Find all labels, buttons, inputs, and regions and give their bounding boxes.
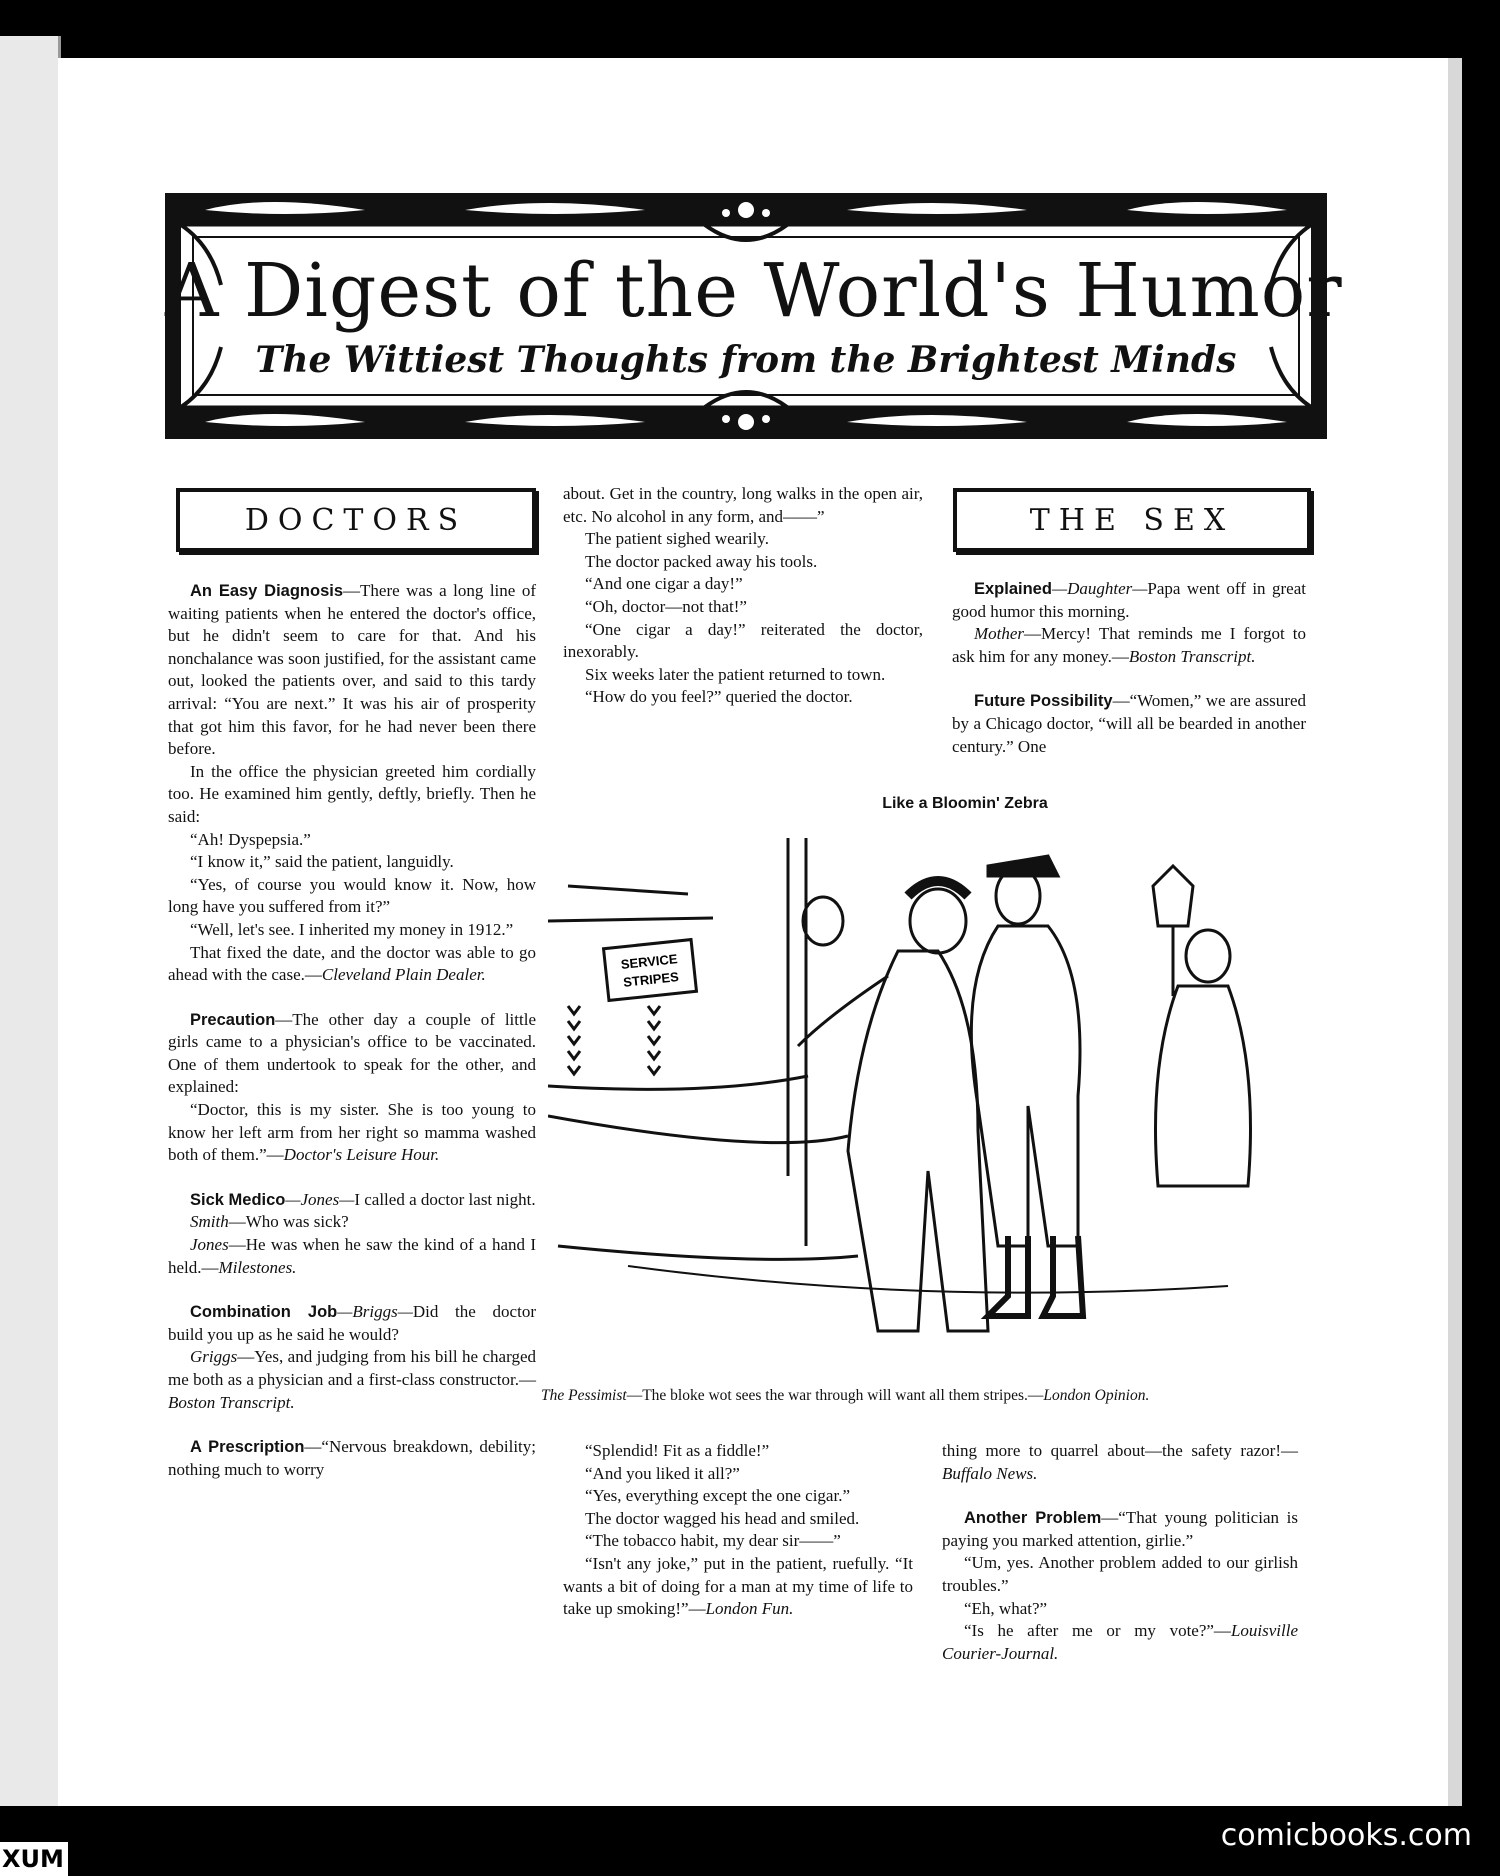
body-text: —Yes, and judging from his bill he charged me both as a physician and a first-class constructor.— — [168, 1347, 536, 1389]
body-text: —He was when he saw the kind of a hand I held.— — [168, 1235, 536, 1277]
body-text — [168, 1234, 536, 1279]
heading-another-problem: Another Problem — [964, 1509, 1102, 1528]
body-text: “Isn't any joke,” put in the patient, ruefully. “It wants a bit of doing for a man at my time of life to take up smoking!”— — [563, 1553, 913, 1619]
body-text: —“That young politician is paying you marked attention, girlie.” — [942, 1508, 1298, 1550]
cartoon-illustration — [548, 826, 1290, 1386]
banner-subtitle: The Wittiest Thoughts from the Brightest Minds — [255, 339, 1237, 381]
sex-column-bottom — [942, 1440, 1298, 1665]
body-text — [942, 1620, 1298, 1665]
body-text: “The tobacco habit, my dear sir——” — [585, 1531, 841, 1551]
article-explained — [952, 578, 1306, 623]
source-credit: Doctor's Leisure Hour. — [283, 1145, 440, 1165]
left-page-edge — [0, 36, 61, 1806]
speaker: —Daughter— — [1051, 579, 1148, 598]
body-text: The patient sighed wearily. — [585, 529, 769, 549]
title-banner — [165, 193, 1343, 439]
site-watermark: comicbooks.com — [1220, 1818, 1472, 1853]
heading-easy-diagnosis: An Easy Diagnosis — [190, 582, 344, 600]
body-text: “Yes, everything except the one cigar.” — [585, 1486, 850, 1506]
body-text: “How do you feel?” queried the doctor. — [585, 687, 853, 707]
source-credit: Boston Transcript. — [168, 1392, 295, 1412]
body-text: Did the doctor build you up as he said he would? — [168, 1302, 536, 1344]
cartoon-caption — [541, 1386, 1301, 1405]
body-text: “Is he after me or my vote?”— — [964, 1621, 1231, 1641]
cartoon-title: Like a Bloomin' Zebra — [882, 795, 1048, 812]
speaker: Griggs — [190, 1347, 238, 1367]
body-text: “Oh, doctor—not that!” — [585, 596, 747, 616]
body-text: “And you liked it all?” — [585, 1463, 740, 1483]
heading-precaution: Precaution — [190, 1010, 276, 1029]
heading-future-possibility: Future Possibility — [974, 692, 1113, 711]
speaker: Mother — [974, 624, 1025, 644]
heading-prescription: A Prescription — [190, 1438, 305, 1457]
body-text — [168, 1099, 536, 1167]
speaker: —Jones— — [285, 1189, 355, 1209]
body-text — [952, 623, 1306, 668]
doctors-column — [168, 580, 536, 1481]
body-text: —“Women,” we are assured by a Chicago doctor, “will all be bearded in another century.” One — [952, 691, 1307, 756]
sex-column-top — [952, 578, 1306, 758]
body-text: “Eh, what?” — [964, 1598, 1048, 1618]
speaker: Smith — [190, 1212, 229, 1232]
body-text: I called a doctor last night. — [354, 1189, 536, 1209]
source-credit: London Fun. — [705, 1599, 794, 1619]
body-text: “Yes, of course you would know it. Now, how long have you suffered from it?” — [168, 874, 536, 917]
body-text: thing more to quarrel about—the safety razor!— — [942, 1441, 1298, 1460]
article-easy-diagnosis — [168, 580, 536, 761]
speaker: The Pessimist — [541, 1387, 627, 1404]
body-text — [168, 942, 536, 987]
body-text: Six weeks later the patient returned to town. — [585, 664, 886, 684]
body-text: “Ah! Dyspepsia.” — [190, 829, 311, 849]
body-text: The doctor wagged his head and smiled. — [585, 1508, 860, 1528]
body-text: —Mercy! That reminds me I forgot to ask him for any money.— — [952, 624, 1306, 666]
cartoon-drawing — [548, 826, 1290, 1386]
heading-explained: Explained — [974, 580, 1052, 598]
body-text: “One cigar a day!” reiterated the doctor, inexorably. — [563, 619, 923, 662]
body-text — [168, 1346, 536, 1414]
service-stripes-sign — [604, 940, 697, 1001]
middle-column-top — [563, 483, 923, 709]
article-another-problem — [942, 1507, 1298, 1552]
body-text: about. Get in the country, long walks in the open air, etc. No alcohol in any form, and——” — [563, 484, 923, 526]
body-text — [563, 1553, 913, 1621]
body-text: “I know it,” said the patient, languidly. — [190, 852, 454, 872]
source-credit: Cleveland Plain Dealer. — [321, 965, 486, 985]
article-combination-job — [168, 1301, 536, 1346]
source-credit: Louisville Courier-Journal. — [942, 1621, 1298, 1663]
body-text: The doctor packed away his tools. — [585, 551, 818, 571]
body-text: “Doctor, this is my sister. She is too young to know her left arm from her right so mamma washed both of them.”— — [168, 1100, 536, 1165]
source-credit: Milestones. — [218, 1257, 297, 1277]
body-text: Papa went off in great good humor this morning. — [952, 579, 1306, 621]
source-credit: London Opinion. — [1043, 1387, 1150, 1404]
body-text: —There was a long line of waiting patients when he entered the doctor's office, but he didn't seem to care for that. And his nonchalance was soon justified, for the assistant came out, looked the patients over, and said to this tardy arrival: “You are next.” It was his air of prosperity that got him this favor, for he had never been there before. — [168, 581, 536, 759]
body-text: “Um, yes. Another problem added to our girlish troubles.” — [942, 1553, 1298, 1595]
middle-column-bottom — [563, 1440, 913, 1621]
body-text — [942, 1440, 1298, 1485]
speaker: —Briggs— — [337, 1302, 413, 1322]
article-future-possibility — [952, 690, 1306, 758]
svg-text:SERVICE: SERVICE — [620, 951, 679, 972]
article-sick-medico — [168, 1189, 536, 1212]
body-text: —The other day a couple of little girls came to a physician's office to be vaccinated. One of them undertook to speak for the other, and explained: — [168, 1009, 536, 1097]
body-text: In the office the physician greeted him cordially too. He examined him gently, deftly, briefly. Then he said: — [168, 761, 536, 826]
banner-title: A Digest of the World's Humor — [165, 248, 1343, 334]
svg-text:STRIPES: STRIPES — [622, 969, 680, 990]
heading-sick-medico: Sick Medico — [190, 1190, 286, 1209]
the-sex-header: THE SEX — [953, 488, 1311, 552]
body-text: “Splendid! Fit as a fiddle!” — [585, 1441, 770, 1460]
body-text: “Well, let's see. I inherited my money in 1912.” — [190, 919, 514, 939]
body-text: —“Nervous breakdown, debility; nothing much to worry — [168, 1437, 536, 1479]
caption-text: —The bloke wot sees the war through will want all them stripes.— — [626, 1387, 1044, 1404]
right-page-edge — [1448, 58, 1462, 1806]
article-prescription — [168, 1436, 536, 1481]
heading-combination-job: Combination Job — [190, 1303, 338, 1322]
edge-label: XUM — [0, 1842, 68, 1876]
speaker: Jones — [190, 1235, 229, 1255]
source-credit: Boston Transcript. — [1128, 646, 1256, 666]
article-precaution — [168, 1009, 536, 1099]
body-text: “And one cigar a day!” — [585, 574, 743, 594]
source-credit: Buffalo News. — [942, 1463, 1038, 1483]
doctors-header: DOCTORS — [176, 488, 536, 552]
body-text: —Who was sick? — [228, 1212, 349, 1232]
body-text: That fixed the date, and the doctor was able to go ahead with the case.— — [168, 942, 536, 985]
body-text — [168, 1211, 536, 1234]
